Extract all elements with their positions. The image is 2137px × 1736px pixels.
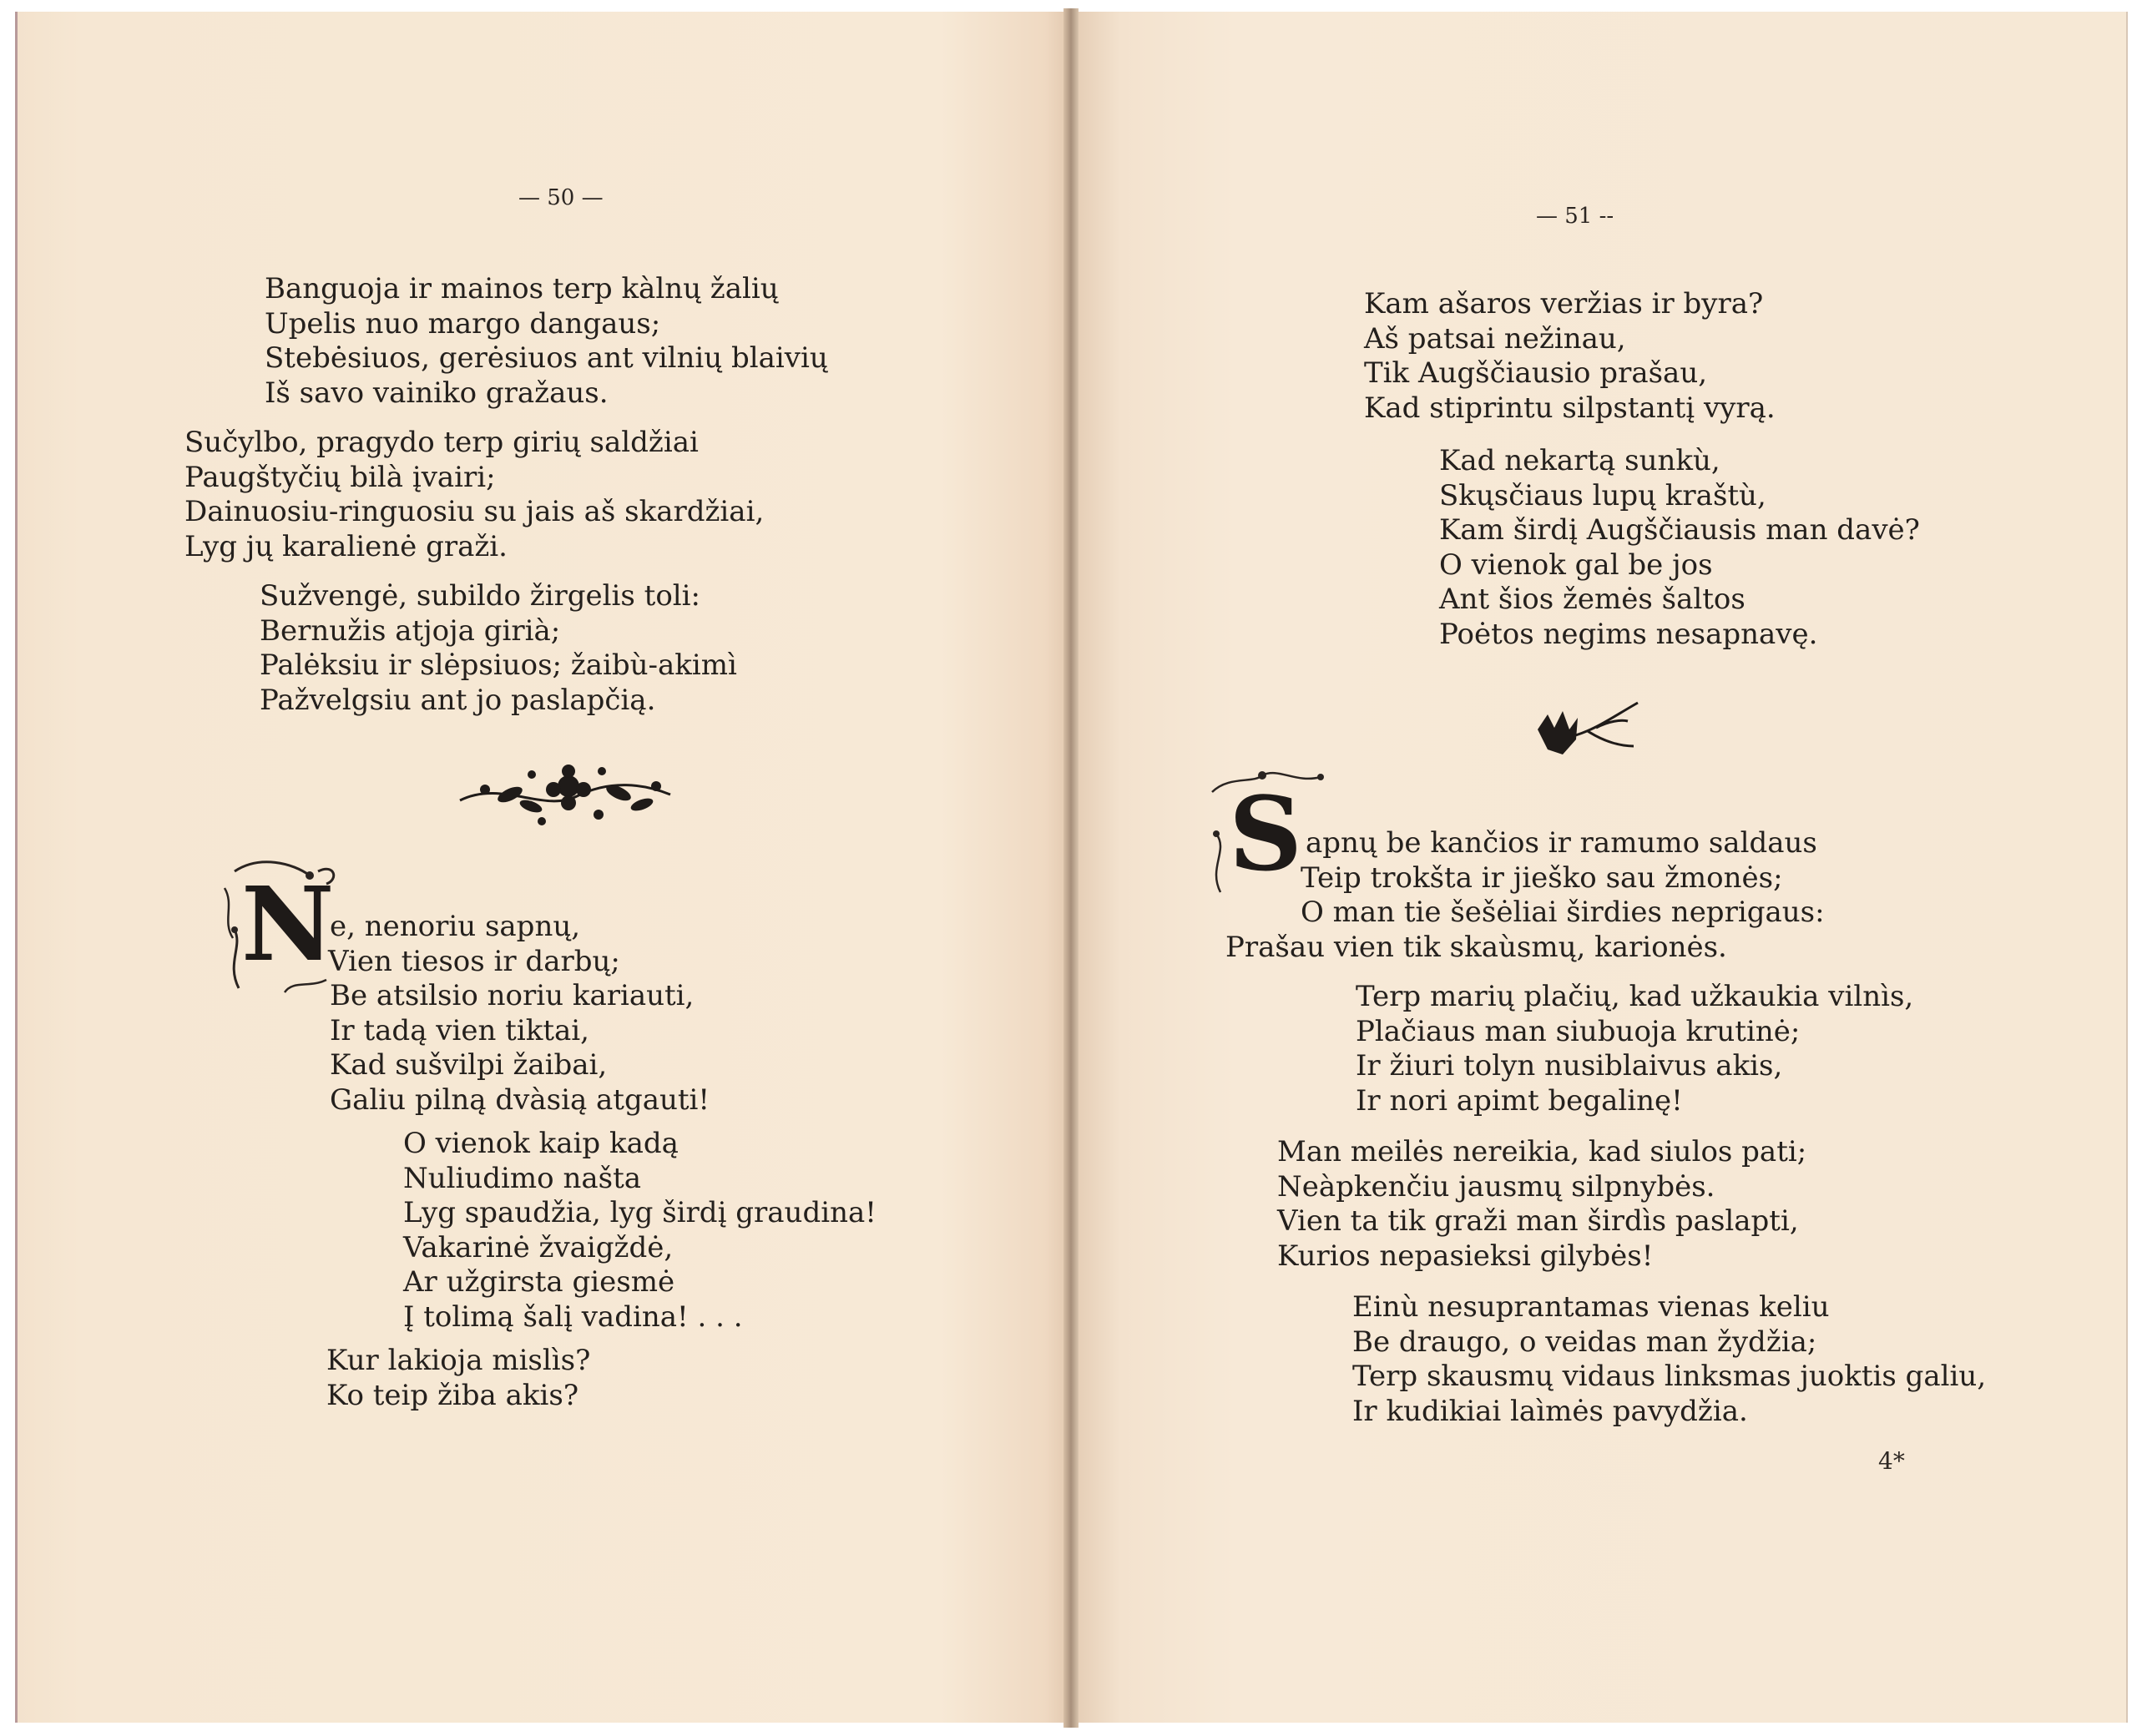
dropcap-ornament	[218, 855, 343, 997]
right-poem2-stanza-3	[1277, 1135, 1806, 1274]
verse-line: Kam ašaros veržias ir byra?	[1364, 287, 1764, 320]
carnation-flower-icon	[1529, 696, 1646, 771]
verse-line: O man tie šešėliai širdies neprigaus:	[1301, 896, 1825, 929]
verse-line: Kad nekartą sunkù,	[1439, 444, 1720, 477]
verse-line: Lyg spaudžia, lyg širdį graudina!	[403, 1196, 877, 1229]
book-gutter	[1063, 8, 1079, 1728]
verse-line: Einù nesuprantamas vienas keliu	[1352, 1290, 1830, 1324]
left-poem2-stanza-2	[403, 1127, 877, 1335]
verse-line: Lyg jų karalienė graži.	[184, 529, 508, 563]
verse-line: Tik Augščiausio prašau,	[1364, 356, 1708, 390]
verse-line: Vakarinė žvaigždė,	[403, 1230, 674, 1264]
verse-line: Stebėsiuos, gerėsiuos ant vilnių blaivių	[265, 341, 828, 375]
verse-line: Skųsčiaus lupų kraštù,	[1439, 478, 1766, 512]
verse-line: Ant šios žemės šaltos	[1439, 583, 1745, 616]
verse-line: Sučylbo, pragydo terp girių saldžiai	[184, 426, 699, 459]
right-poem2-stanza-2	[1356, 980, 1913, 1118]
verse-line: Galiu pilną dvàsią atgauti!	[330, 1082, 710, 1117]
verse-line: Pažvelgsiu ant jo paslapčią.	[260, 683, 656, 717]
verse-line: Ko teip žiba akis?	[326, 1378, 579, 1412]
left-poem2-stanza-3	[326, 1344, 590, 1413]
page-number: — 51 --	[1536, 204, 1614, 229]
right-page	[1079, 12, 2128, 1723]
dropcap-letter: S	[1229, 774, 1303, 894]
verse-line: Kur lakioja mislìs?	[326, 1344, 591, 1377]
verse-line: apnų be kančios ir ramumo saldaus	[1306, 826, 1817, 860]
verse-line: Ar užgirsta giesmė	[403, 1265, 675, 1299]
verse-line: Kam širdį Augščiausis man davė?	[1439, 513, 1920, 547]
verse-line: Paugštyčių bilà įvairi;	[184, 460, 496, 494]
verse-line: Į tolimą šalį vadina! . . .	[403, 1299, 743, 1334]
left-stanza-3	[260, 579, 737, 718]
verse-line: O vienok gal be jos	[1439, 548, 1713, 582]
dropcap-letter: N	[241, 864, 335, 984]
verse-line: Terp marių plačių, kad užkaukia vilnìs,	[1356, 980, 1914, 1013]
verse-line: Ir tadą vien tiktai,	[330, 1013, 589, 1047]
right-poem2-stanza-4	[1352, 1290, 1986, 1429]
verse-line: Poėtos negims nesapnavę.	[1439, 617, 1818, 651]
verse-line: Teip trokšta ir jieško sau žmonės;	[1301, 860, 1783, 895]
verse-line: Prašau vien tik skaùsmų, karionės.	[1225, 930, 1727, 964]
verse-line: O vienok kaip kadą	[403, 1127, 679, 1160]
verse-line: Kad stiprintu silpstantį vyrą.	[1364, 391, 1776, 425]
verse-line: Banguoja ir mainos terp kàlnų žalių	[265, 272, 779, 305]
verse-line: Plačiaus man siubuoja krutinė;	[1356, 1014, 1801, 1048]
verse-line: Vien tiesos ir darbų;	[328, 944, 620, 978]
floral-vignette-icon	[452, 754, 677, 838]
verse-line: Be atsilsio noriu kariauti,	[330, 979, 695, 1012]
verse-line: Dainuosiu-ringuosiu su jais aš skardžiai,	[184, 495, 765, 528]
verse-line: Ir žiuri tolyn nusiblaivus akis,	[1356, 1049, 1783, 1082]
right-stanza-2	[1439, 444, 1920, 652]
verse-line: Aš patsai nežinau,	[1364, 321, 1626, 356]
left-stanza-2	[184, 426, 764, 564]
verse-line: Bernužis atjoja girià;	[260, 613, 561, 648]
verse-line: Neàpkenčiu jausmų silpnybės.	[1277, 1169, 1715, 1204]
verse-line: Palėksiu ir slėpsiuos; žaibù-akimì	[260, 648, 737, 682]
right-stanza-1	[1364, 287, 1776, 426]
page-number: — 50 —	[518, 185, 604, 210]
left-poem2-stanza-1	[330, 910, 710, 1118]
verse-line: Man meilės nereikia, kad siulos pati;	[1277, 1135, 1807, 1168]
verse-line: Ir nori apimt begalinę!	[1356, 1083, 1683, 1118]
verse-line: e, nenoriu sapnų,	[330, 910, 581, 943]
verse-line: Kurios nepasieksi gilybės!	[1277, 1239, 1654, 1273]
verse-line: Upelis nuo margo dangaus;	[265, 306, 661, 341]
right-poem2-stanza-1	[1225, 826, 1825, 965]
verse-line: Be draugo, o veidas man žydžia;	[1352, 1325, 1817, 1359]
verse-line: Kad sušvilpi žaibai,	[330, 1048, 608, 1082]
verse-line: Sužvengė, subildo žirgelis toli:	[260, 579, 700, 613]
verse-line: Vien ta tik graži man širdìs paslapti,	[1277, 1204, 1799, 1238]
verse-line: Iš savo vainiko gražaus.	[265, 376, 609, 410]
left-page	[15, 12, 1066, 1723]
signature-mark: 4*	[1878, 1447, 1905, 1475]
verse-line: Nuliudimo našta	[403, 1161, 641, 1195]
verse-line: Ir kudikiai laìmės pavydžia.	[1352, 1394, 1748, 1428]
verse-line: Terp skausmų vidaus linksmas juoktis galiu,	[1352, 1360, 1987, 1393]
left-stanza-1	[265, 272, 828, 411]
